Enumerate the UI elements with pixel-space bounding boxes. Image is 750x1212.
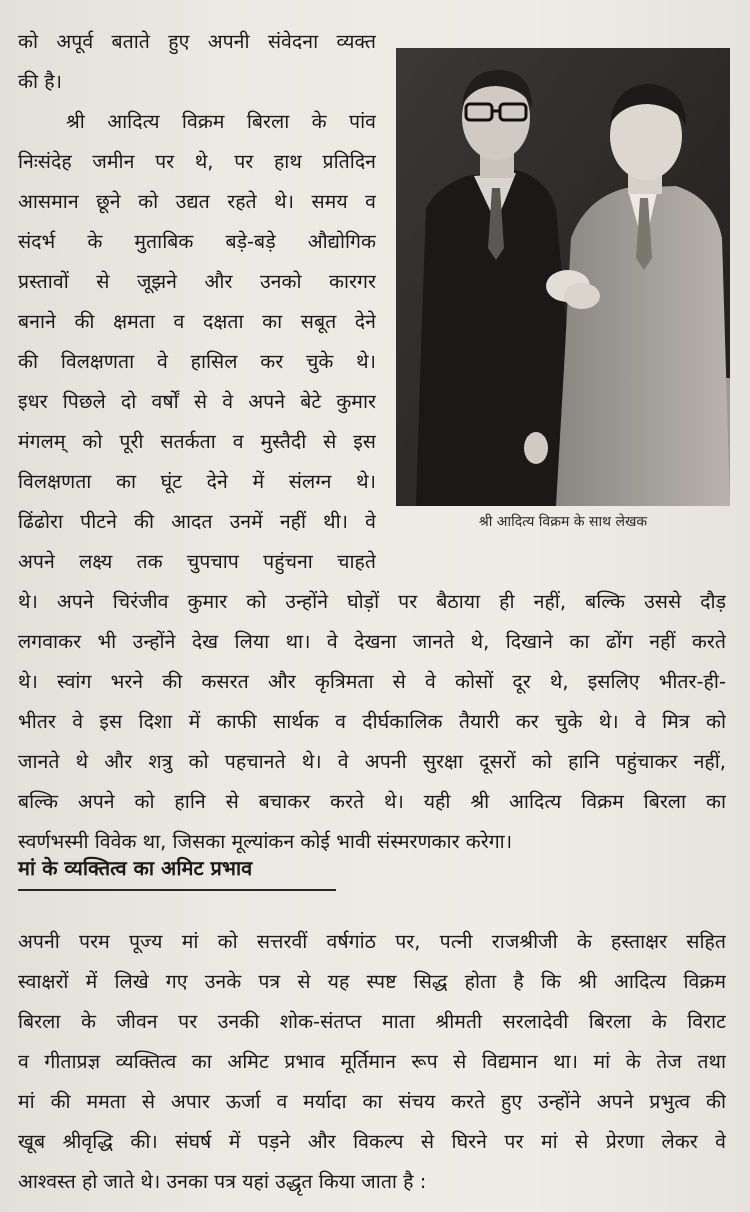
text-line: प्रस्तावों से जूझने और उनको कारगर (18, 270, 376, 293)
text-line: लगवाकर भी उन्होंने देख लिया था। वे देखना जानते थे, दिखाने का ढोंग नहीं करते (18, 630, 726, 653)
text-line: भीतर वे इस दिशा में काफी सार्थक व दीर्घकालिक तैयारी कर चुके थे। वे मित्र को (18, 710, 726, 733)
text-line: निःसंदेह जमीन पर थे, पर हाथ प्रतिदिन (18, 150, 376, 173)
text-line: स्वाक्षरों में लिखे गए उनके पत्र से यह स्पष्ट सिद्ध होता है कि श्री आदित्य विक्रम (18, 970, 726, 993)
text-line: आश्वस्त हो जाते थे। उनका पत्र यहां उद्धृत किया जाता है : (18, 1170, 427, 1193)
text-line: जानते थे और शत्रु को पहचानते थे। वे अपनी सुरक्षा दूसरों को हानि पहुंचाकर नहीं, (18, 750, 726, 773)
text-line: थे। अपने चिरंजीव कुमार को उन्होंने घोड़ों पर बैठाया ही नहीं, बल्कि उससे दौड़ (18, 590, 726, 613)
section-heading: मां के व्यक्तित्व का अमिट प्रभाव (18, 856, 253, 880)
photo-caption: श्री आदित्य विक्रम के साथ लेखक (478, 514, 648, 530)
text-line: अपनी परम पूज्य मां को सत्तरवीं वर्षगांठ पर, पत्नी राजश्रीजी के हस्ताक्षर सहित (18, 930, 726, 953)
text-line: बनाने की क्षमता व दक्षता का सबूत देने (18, 310, 376, 333)
text-line: की है। (18, 70, 62, 93)
text-line: विलक्षणता का घूंट देने में संलग्न थे। (18, 470, 376, 493)
text-line: की विलक्षणता वे हासिल कर चुके थे। (18, 350, 376, 373)
text-line: आसमान छूने को उद्यत रहते थे। समय व (18, 190, 376, 213)
text-line: मंगलम् को पूरी सतर्कता व मुस्तैदी से इस (18, 430, 376, 453)
text-line: बल्कि अपने को हानि से बचाकर करते थे। यही श्री आदित्य विक्रम बिरला का (18, 790, 726, 813)
heading-underline (18, 889, 336, 891)
photograph (396, 48, 730, 506)
text-line: खूब श्रीवृद्धि की। संघर्ष में पड़ने और विकल्प से घिरने पर मां से प्रेरणा लेकर वे (18, 1130, 726, 1153)
text-line: मां की ममता से अपार ऊर्जा व मर्यादा का संचय करते हुए उन्होंने अपने प्रभुत्व की (18, 1090, 726, 1113)
text-line: व गीताप्रज्ञ व्यक्तित्व का अमिट प्रभाव मूर्तिमान रूप से विद्यमान था। मां के तेज तथा (18, 1050, 726, 1073)
text-line: ढिंढोरा पीटने की आदत उनमें नहीं थी। वे (18, 510, 376, 533)
photo-illustration (396, 48, 730, 506)
text-line: अपने लक्ष्य तक चुपचाप पहुंचना चाहते (18, 550, 376, 573)
text-line: थे। स्वांग भरने की कसरत और कृत्रिमता से वे कोसों दूर थे, इसलिए भीतर-ही- (18, 670, 726, 693)
text-line: को अपूर्व बताते हुए अपनी संवेदना व्यक्त (18, 30, 376, 53)
text-line: बिरला के जीवन पर उनकी शोक-संतप्त माता श्रीमती सरलादेवी बिरला के विराट (18, 1010, 726, 1033)
text-line: संदर्भ के मुताबिक बड़े-बड़े औद्योगिक (18, 230, 376, 253)
text-line: इधर पिछले दो वर्षों से वे अपने बेटे कुमार (18, 390, 376, 413)
text-line: स्वर्णभस्मी विवेक था, जिसका मूल्यांकन कोई भावी संस्मरणकार करेगा। (18, 830, 513, 853)
text-line: श्री आदित्य विक्रम बिरला के पांव (66, 110, 376, 133)
